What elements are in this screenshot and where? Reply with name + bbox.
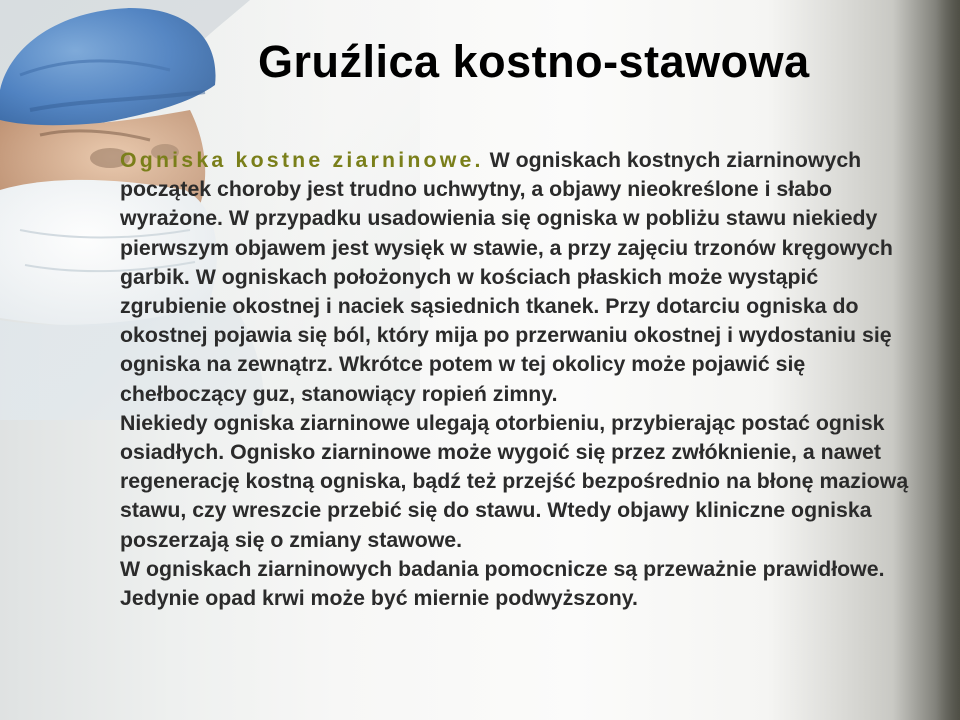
paragraph-2: Niekiedy ogniska ziarninowe ulegają otorbieniu, przybierając postać ognisk osiadłych. Ognisko ziarninowe może wygoić się przez zwłóknienie, a nawet regenerację kostną ogniska, bądź też przejść bezpośrednio na błonę maziową stawu, czy wreszcie przebić się do stawu. Wtedy objawy kliniczne ogniska poszerzają się o zmiany stawowe. <box>120 410 909 552</box>
paragraph-3: W ogniskach ziarninowych badania pomocnicze są przeważnie prawidłowe. Jedynie opad krwi może być miernie podwyższony. <box>120 556 885 611</box>
paragraph-1: W ogniskach kostnych ziarninowych początek choroby jest trudno uchwytny, a objawy nieokreślone i słabo wyrażone. W przypadku usadowienia się ogniska w pobliżu stawu niekiedy pierwszym objawem jest wysięk w stawie, a przy zajęciu trzonów kręgowych garbik. W ogniskach położonych w kościach płaskich może wystąpić zgrubienie okostnej i naciek sąsiednich tkanek. Przy dotarciu ogniska do okostnej pojawia się ból, który mija po przerwaniu okostnej i wydostaniu się ogniska na zewnątrz. Wkrótce potem w tej okolicy może pojawić się chełboczący guz, stanowiący ropień zimny. <box>120 148 893 406</box>
spaced-heading: Ogniska kostne ziarninowe. <box>120 148 484 172</box>
slide-title: Gruźlica kostno-stawowa <box>258 36 810 87</box>
slide-body <box>120 146 920 613</box>
right-edge-shadow <box>936 0 960 720</box>
